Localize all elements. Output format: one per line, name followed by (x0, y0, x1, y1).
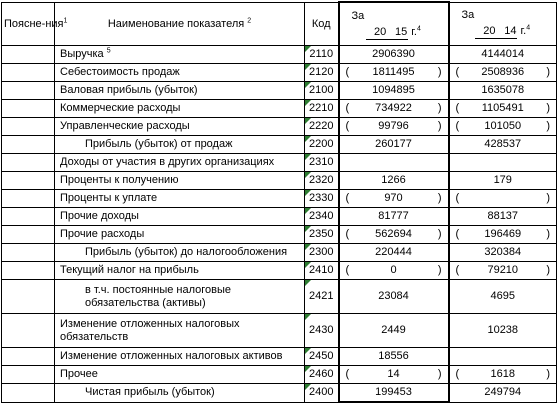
row-code (305, 172, 339, 190)
indicator-name-text: Себестоимость продаж (60, 66, 180, 78)
table-row (2, 226, 557, 244)
row-code (305, 208, 339, 226)
paren-left: ( (455, 192, 460, 204)
current-period-value-text: 260177 (375, 138, 412, 150)
paren-right: ) (546, 102, 550, 114)
cell-marker-icon (305, 384, 311, 390)
table-body (2, 46, 557, 403)
row-code (305, 366, 339, 384)
code-header-label: Код (311, 17, 331, 30)
previous-period-value-text: 249794 (484, 386, 522, 399)
indicator-name (55, 366, 305, 384)
row-code (305, 136, 339, 154)
current-period-value-text: 2906390 (372, 48, 415, 60)
paren-left: ( (455, 66, 460, 78)
table-row (2, 64, 557, 82)
current-period-value[interactable] (339, 82, 449, 100)
indicator-name (55, 64, 305, 82)
previous-period-value[interactable] (449, 64, 557, 82)
paren-right: ) (437, 368, 442, 380)
row-code-text: 2210 (309, 102, 334, 114)
notes-cell[interactable] (2, 366, 55, 384)
notes-cell[interactable] (2, 172, 55, 190)
previous-period-value-text: 1618 (490, 368, 515, 380)
current-year-prefix (366, 25, 394, 40)
cell-marker-icon (305, 190, 311, 196)
current-year-footnote: 4 (416, 24, 421, 32)
paren-left: ( (345, 228, 350, 240)
indicator-name-text: Прочее (60, 368, 98, 380)
previous-period-value[interactable] (449, 226, 557, 244)
paren-left: ( (345, 264, 350, 276)
notes-cell[interactable] (2, 82, 55, 100)
row-code (305, 118, 339, 136)
notes-header (2, 2, 68, 46)
indicator-name-text: Выручка (60, 48, 104, 60)
previous-period-value-text: 179 (493, 174, 512, 186)
previous-period-value[interactable] (449, 366, 557, 384)
notes-cell[interactable] (2, 118, 55, 136)
current-period-value-text: 562694 (375, 228, 412, 240)
notes-cell[interactable] (2, 46, 55, 64)
notes-cell[interactable] (2, 262, 55, 280)
cell-marker-icon (305, 208, 311, 214)
cell-marker-icon (305, 226, 311, 232)
row-code (305, 314, 339, 348)
previous-period-value[interactable] (449, 244, 557, 262)
row-code-text: 2340 (309, 210, 334, 222)
current-period-value[interactable] (339, 46, 449, 64)
row-code (305, 384, 339, 403)
paren-right: ) (437, 66, 442, 78)
cell-marker-icon (305, 262, 311, 268)
indicator-name (55, 226, 305, 244)
table-row (2, 366, 557, 384)
notes-cell[interactable] (2, 384, 55, 403)
indicator-name-text: Валовая прибыль (убыток) (60, 84, 198, 96)
paren-right: ) (437, 120, 442, 132)
current-period-value-text: 0 (390, 264, 397, 276)
current-period-value[interactable] (339, 262, 449, 280)
row-code (305, 348, 339, 366)
table-row (2, 190, 557, 208)
current-period-value-text: 220444 (375, 246, 412, 258)
previous-period-value[interactable] (449, 46, 557, 64)
previous-period-value-text: 2508936 (481, 66, 525, 78)
indicator-name (55, 136, 305, 154)
current-period-value-text: 1266 (381, 174, 406, 186)
row-code (305, 82, 339, 100)
previous-period-year-line (452, 24, 555, 39)
previous-period-prefix: За (461, 9, 475, 22)
indicator-footnote: 5 (106, 47, 111, 55)
paren-right: ) (437, 102, 442, 114)
row-code-text: 2220 (309, 120, 334, 132)
notes-cell[interactable] (2, 136, 55, 154)
current-period-value[interactable] (339, 64, 449, 82)
row-code-text: 2430 (309, 324, 334, 336)
cell-marker-icon (305, 100, 311, 106)
previous-period-value-text: 4695 (490, 290, 515, 302)
current-period-value[interactable] (339, 118, 449, 136)
current-period-year-line (342, 25, 446, 40)
row-code (305, 244, 339, 262)
current-period-value[interactable] (339, 172, 449, 190)
indicator-name-text: в т.ч. постоянные налоговые обязательства (активы) (85, 283, 232, 309)
cell-marker-icon (305, 366, 311, 372)
indicator-name (55, 384, 305, 403)
current-period-value[interactable] (339, 208, 449, 226)
code-header (305, 2, 339, 46)
previous-period-value-text: 88137 (487, 210, 519, 222)
previous-period-value[interactable] (449, 190, 557, 208)
header-row (2, 2, 557, 46)
notes-header-label: Поясне-ния (4, 17, 64, 30)
table-row (2, 384, 557, 403)
row-code (305, 280, 339, 314)
notes-cell[interactable] (2, 64, 55, 82)
previous-period-value[interactable] (449, 154, 557, 172)
previous-period-value[interactable] (449, 280, 557, 314)
previous-period-value-text: 10238 (487, 324, 519, 336)
current-period-value-text: 1094895 (372, 84, 415, 96)
paren-right: ) (546, 120, 550, 132)
indicator-name-text: Прибыль (убыток) от продаж (85, 138, 233, 150)
previous-period-value-text: 428537 (484, 138, 522, 150)
indicator-footnote: 2 (247, 17, 252, 25)
indicator-name (55, 172, 305, 190)
cell-marker-icon (305, 118, 311, 124)
previous-period-value-text: 79210 (487, 264, 519, 276)
notes-cell[interactable] (2, 208, 55, 226)
notes-cell[interactable] (2, 190, 55, 208)
indicator-name-text: Чистая прибыль (убыток) (85, 386, 215, 399)
previous-period-value-text: 4144014 (481, 48, 525, 60)
previous-period-header (449, 2, 557, 46)
current-period-value[interactable] (339, 136, 449, 154)
indicator-name (55, 190, 305, 208)
current-period-header (339, 2, 449, 46)
row-code (305, 226, 339, 244)
current-period-prefix: За (351, 9, 365, 22)
cell-marker-icon (305, 280, 311, 286)
table-row (2, 280, 557, 314)
current-year-value[interactable]: 15 (395, 25, 408, 38)
indicator-name-text: Прибыль (убыток) до налогообложения (85, 246, 288, 258)
indicator-name (55, 118, 305, 136)
indicator-name-text: Прочие доходы (60, 210, 139, 222)
indicator-name (55, 208, 305, 226)
current-period-value-text: 18556 (378, 350, 409, 362)
previous-year-value[interactable]: 14 (504, 25, 517, 38)
previous-period-value[interactable] (449, 208, 557, 226)
table-row (2, 118, 557, 136)
row-code-text: 2310 (309, 156, 334, 168)
table-row (2, 154, 557, 172)
current-period-value-text: 2449 (381, 324, 406, 336)
previous-year-prefix (475, 24, 503, 39)
previous-period-value[interactable] (449, 136, 557, 154)
paren-left: ( (455, 264, 460, 276)
previous-year-suffix: г. (520, 25, 527, 38)
previous-period-value[interactable] (449, 100, 557, 118)
paren-left: ( (345, 66, 350, 78)
indicator-name (55, 314, 305, 348)
previous-period-value[interactable] (449, 172, 557, 190)
previous-period-value[interactable] (449, 314, 557, 348)
indicator-name-text: Прочие расходы (60, 228, 145, 240)
table-row (2, 46, 557, 64)
current-period-value[interactable] (339, 226, 449, 244)
row-code-text: 2110 (309, 48, 334, 60)
row-code-text: 2410 (309, 264, 334, 276)
paren-left: ( (455, 368, 460, 380)
previous-period-value[interactable] (449, 82, 557, 100)
notes-cell[interactable] (2, 348, 55, 366)
previous-period-value[interactable] (449, 118, 557, 136)
cell-marker-icon (305, 82, 311, 88)
previous-period-value-text: 1635078 (481, 84, 525, 96)
row-code-text: 2450 (309, 350, 334, 362)
current-period-value[interactable] (339, 280, 449, 314)
paren-right: ) (546, 66, 550, 78)
cell-marker-icon (305, 172, 311, 178)
paren-left: ( (455, 228, 460, 240)
indicator-name (55, 244, 305, 262)
row-code-text: 2330 (309, 192, 334, 204)
table-row (2, 82, 557, 100)
cell-marker-icon (305, 314, 311, 320)
previous-period-value[interactable] (449, 348, 557, 366)
current-period-value[interactable] (339, 244, 449, 262)
row-code (305, 190, 339, 208)
row-code-text: 2120 (309, 66, 334, 78)
row-code-text: 2421 (309, 290, 334, 302)
previous-period-value-text: 196469 (484, 228, 522, 240)
row-code-text: 2350 (309, 228, 334, 240)
previous-period-value-text: 320384 (484, 246, 522, 258)
current-period-value[interactable] (339, 154, 449, 172)
previous-period-value[interactable] (449, 384, 557, 403)
previous-year-prefix-text: 20 (483, 25, 496, 38)
current-period-value-text: 734922 (375, 102, 412, 114)
current-period-value[interactable] (339, 314, 449, 348)
indicator-name (55, 262, 305, 280)
indicator-name (55, 46, 305, 64)
current-year-suffix: г. (411, 25, 417, 38)
notes-cell[interactable] (2, 244, 55, 262)
notes-cell[interactable] (2, 100, 55, 118)
notes-cell[interactable] (2, 314, 55, 348)
cell-marker-icon (305, 244, 311, 250)
current-period-value-text: 970 (384, 192, 403, 204)
row-code (305, 64, 339, 82)
cell-marker-icon (305, 348, 311, 354)
indicator-name-text: Проценты к получению (60, 174, 179, 186)
row-code (305, 154, 339, 172)
current-period-value-text: 199453 (375, 386, 412, 398)
notes-cell[interactable] (2, 280, 55, 314)
current-period-value-text: 81777 (378, 210, 409, 222)
current-period-value[interactable] (339, 366, 449, 384)
notes-cell[interactable] (2, 154, 55, 172)
paren-right: ) (437, 264, 442, 276)
cell-marker-icon (305, 136, 311, 142)
table-row (2, 136, 557, 154)
current-period-value-text: 23084 (378, 290, 409, 302)
indicator-name (55, 348, 305, 366)
current-period-value-text: 1811495 (372, 66, 415, 78)
row-code-text: 2320 (309, 174, 334, 186)
current-period-value[interactable] (339, 348, 449, 366)
income-statement-table (1, 1, 557, 403)
row-code (305, 100, 339, 118)
current-period-value-text: 14 (387, 368, 400, 380)
indicator-name-text: Доходы от участия в других организациях (60, 156, 275, 168)
indicator-header-label: Наименование показателя (107, 17, 245, 30)
table-row (2, 100, 557, 118)
row-code-text: 2300 (309, 246, 334, 258)
current-period-value[interactable] (339, 384, 449, 403)
row-code (305, 262, 339, 280)
table-row (2, 314, 557, 348)
current-period-value[interactable] (339, 190, 449, 208)
paren-left: ( (345, 368, 350, 380)
table-row (2, 244, 557, 262)
cell-marker-icon (305, 64, 311, 70)
row-code-text: 2400 (309, 386, 334, 399)
paren-left: ( (345, 120, 350, 132)
indicator-name (55, 280, 305, 314)
paren-right: ) (437, 192, 442, 204)
indicator-name (55, 100, 305, 118)
cell-marker-icon (305, 46, 311, 52)
previous-period-value-text: 101050 (484, 120, 522, 132)
row-code (305, 46, 339, 64)
table-row (2, 262, 557, 280)
previous-period-value[interactable] (449, 262, 557, 280)
current-period-value[interactable] (339, 100, 449, 118)
current-period-value-text: 99796 (378, 120, 409, 132)
row-code-text: 2100 (309, 84, 334, 96)
cell-marker-icon (305, 154, 311, 160)
indicator-name-text: Изменение отложенных налоговых обязательств (60, 317, 240, 343)
paren-right: ) (437, 228, 442, 240)
current-year-prefix-text: 20 (374, 25, 387, 38)
paren-left: ( (455, 120, 460, 132)
table-row (2, 208, 557, 226)
notes-cell[interactable] (2, 226, 55, 244)
previous-year-footnote: 4 (526, 24, 531, 32)
notes-footnote: 1 (63, 17, 68, 25)
table-row (2, 348, 557, 366)
indicator-name-text: Управленческие расходы (60, 120, 190, 132)
indicator-name-text: Текущий налог на прибыль (60, 264, 199, 276)
row-code-text: 2460 (309, 368, 334, 380)
paren-left: ( (345, 192, 350, 204)
previous-period-value-text: 1105491 (481, 102, 524, 114)
indicator-name-text: Изменение отложенных налоговых активов (60, 350, 283, 362)
indicator-name-text: Проценты к уплате (60, 192, 158, 204)
paren-left: ( (345, 102, 350, 114)
indicator-name (55, 154, 305, 172)
indicator-name (55, 82, 305, 100)
indicator-header (55, 2, 305, 46)
paren-right: ) (546, 368, 550, 380)
paren-right: ) (546, 228, 550, 240)
indicator-name-text: Коммерческие расходы (60, 102, 181, 114)
paren-right: ) (546, 264, 550, 276)
table-row (2, 172, 557, 190)
paren-right: ) (546, 192, 550, 204)
paren-left: ( (455, 102, 460, 114)
row-code-text: 2200 (309, 138, 334, 150)
